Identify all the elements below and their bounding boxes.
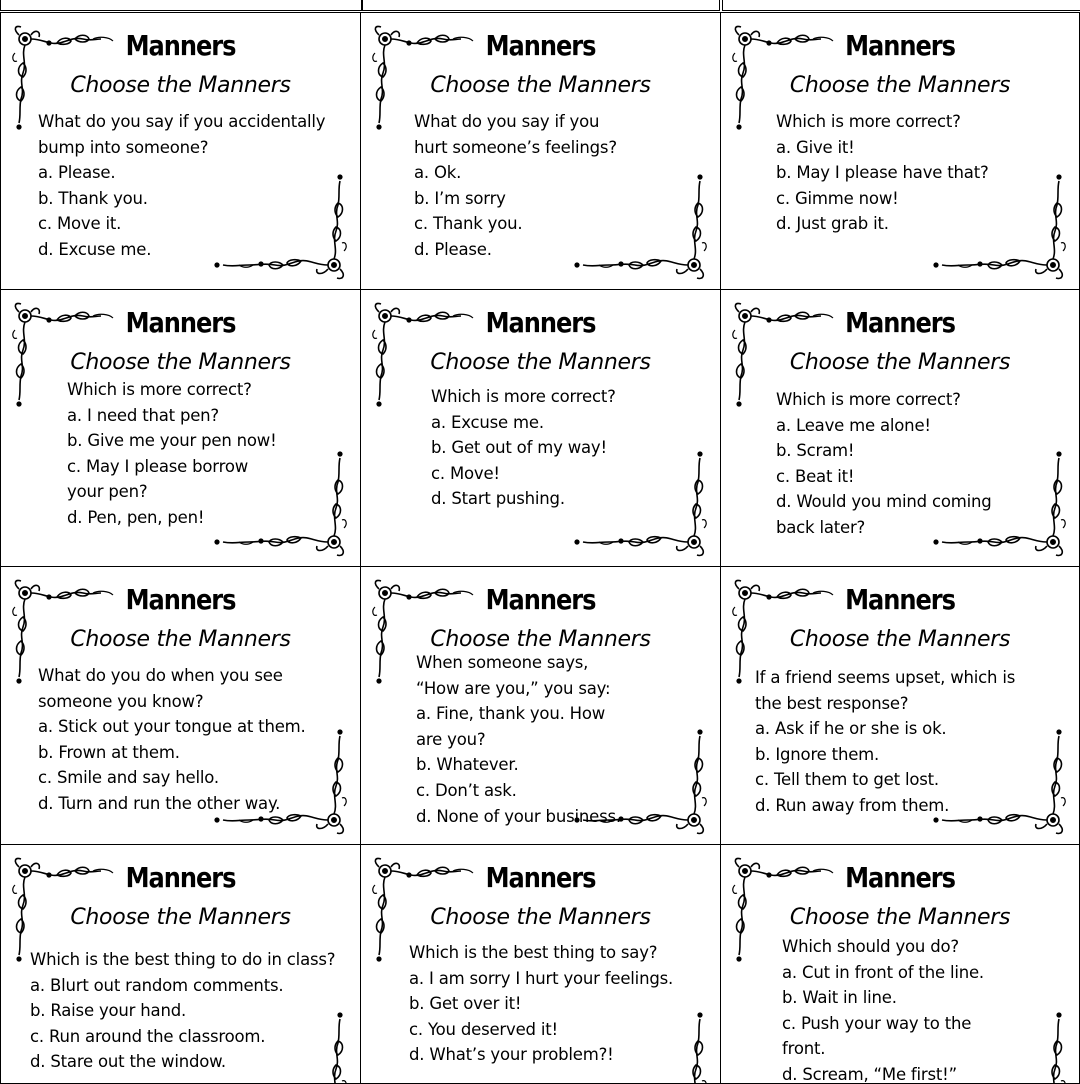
- option-line: c. Don’t ask.: [416, 780, 517, 800]
- option-line: b. Thank you.: [38, 188, 148, 208]
- card-subtitle: Choose the Manners: [789, 627, 1011, 652]
- option-line: a. Ok.: [414, 163, 462, 183]
- option-line: b. Whatever.: [416, 755, 519, 775]
- option-line: c. Run around the classroom.: [30, 1026, 266, 1046]
- option-line: c. Tell them to get lost.: [755, 770, 939, 790]
- option-line: a. Cut in front of the line.: [782, 962, 984, 982]
- card-subtitle: Choose the Manners: [430, 350, 651, 375]
- manners-card-6: [720, 289, 1080, 567]
- card-subtitle: Choose the Manners: [430, 73, 651, 98]
- manners-card-5: [360, 289, 721, 567]
- option-line: b. Ignore them.: [755, 744, 880, 764]
- option-line: c. Smile and say hello.: [38, 768, 219, 788]
- top-strip-segment: [362, 0, 720, 11]
- card-title: Manners: [485, 306, 596, 339]
- card-body: [782, 934, 984, 1084]
- option-line: a. I need that pen?: [67, 405, 219, 425]
- option-line: b. Frown at them.: [38, 742, 180, 762]
- card-subtitle: Choose the Manners: [70, 73, 291, 98]
- option-line: d. Stare out the window.: [30, 1052, 226, 1072]
- option-line: c. Thank you.: [414, 214, 523, 234]
- question-line: someone you know?: [38, 691, 204, 711]
- card-title: Manners: [485, 583, 596, 616]
- option-line: d. Would you mind coming: [776, 492, 992, 512]
- card-subtitle: Choose the Manners: [70, 350, 291, 375]
- question-line: Which is more correct?: [776, 112, 961, 131]
- option-line: a. Fine, thank you. How: [416, 704, 606, 724]
- option-line: d. Start pushing.: [431, 489, 565, 509]
- option-line: a. I am sorry I hurt your feelings.: [409, 968, 674, 988]
- card-title: Manners: [845, 583, 955, 616]
- card-title: Manners: [485, 861, 596, 894]
- card-title: Manners: [845, 29, 955, 62]
- option-line: b. May I please have that?: [776, 163, 989, 183]
- option-line: c. May I please borrow: [67, 456, 249, 476]
- manners-card-11: [360, 844, 721, 1084]
- option-line: c. Push your way to the: [782, 1013, 972, 1033]
- option-line: a. Give it!: [776, 137, 855, 157]
- card-body: [414, 109, 617, 263]
- option-line: back later?: [776, 517, 866, 537]
- option-line: c. You deserved it!: [409, 1019, 558, 1039]
- question-line: What do you say if you accidentally: [38, 112, 326, 131]
- option-line: b. I’m sorry: [414, 188, 506, 208]
- option-line: d. Turn and run the other way.: [38, 793, 281, 813]
- option-line: front.: [782, 1039, 826, 1059]
- manners-card-3: [720, 12, 1080, 290]
- card-body: [30, 947, 335, 1075]
- question-line: Which is more correct?: [431, 387, 616, 406]
- card-body: [776, 387, 992, 541]
- option-line: c. Beat it!: [776, 466, 855, 486]
- card-body: [38, 663, 306, 817]
- option-line: a. Excuse me.: [431, 412, 544, 432]
- card-title: Manners: [125, 583, 236, 616]
- top-strip: [0, 0, 1080, 12]
- card-body: [67, 377, 277, 531]
- option-line: a. Leave me alone!: [776, 415, 931, 435]
- question-line: Which is more correct?: [776, 390, 961, 409]
- card-subtitle: Choose the Manners: [789, 905, 1011, 930]
- card-subtitle: Choose the Manners: [789, 73, 1011, 98]
- option-line: d. Pen, pen, pen!: [67, 507, 205, 527]
- option-line: d. Just grab it.: [776, 214, 889, 234]
- card-subtitle: Choose the Manners: [430, 905, 651, 930]
- manners-card-1: [0, 12, 361, 290]
- option-line: d. Scream, “Me first!”: [782, 1064, 957, 1084]
- manners-card-7: [0, 566, 361, 845]
- card-title: Manners: [485, 29, 596, 62]
- option-line: your pen?: [67, 482, 148, 502]
- option-line: c. Move it.: [38, 214, 122, 234]
- option-line: c. Move!: [431, 463, 500, 483]
- card-body: [409, 940, 673, 1068]
- option-line: b. Get out of my way!: [431, 438, 607, 458]
- top-strip-segment: [722, 0, 1080, 11]
- question-line: hurt someone’s feelings?: [414, 137, 617, 157]
- question-line: bump into someone?: [38, 137, 209, 157]
- card-body: [776, 109, 989, 237]
- question-line: Which should you do?: [782, 937, 959, 956]
- question-line: What do you say if you: [414, 112, 600, 131]
- manners-card-4: [0, 289, 361, 567]
- manners-card-10: [0, 844, 361, 1084]
- option-line: a. Ask if he or she is ok.: [755, 719, 947, 739]
- option-line: b. Wait in line.: [782, 988, 897, 1008]
- option-line: b. Give me your pen now!: [67, 431, 277, 451]
- question-line: Which is more correct?: [67, 380, 252, 399]
- option-line: b. Scram!: [776, 441, 855, 461]
- question-line: If a friend seems upset, which is: [755, 668, 1016, 687]
- manners-card-2: [360, 12, 721, 290]
- card-subtitle: Choose the Manners: [70, 627, 291, 652]
- option-line: b. Raise your hand.: [30, 1001, 187, 1021]
- option-line: c. Gimme now!: [776, 188, 899, 208]
- question-line: Which is the best thing to do in class?: [30, 950, 336, 969]
- option-line: are you?: [416, 729, 486, 749]
- option-line: d. What’s your problem?!: [409, 1045, 614, 1065]
- card-title: Manners: [125, 29, 236, 62]
- option-line: d. Excuse me.: [38, 239, 152, 259]
- option-line: b. Get over it!: [409, 994, 522, 1014]
- option-line: a. Please.: [38, 163, 116, 183]
- card-title: Manners: [845, 306, 955, 339]
- question-line: “How are you,” you say:: [416, 678, 611, 698]
- card-body: [416, 650, 621, 829]
- option-line: a. Blurt out random comments.: [30, 975, 284, 995]
- card-subtitle: Choose the Manners: [70, 905, 291, 930]
- manners-card-12: [720, 844, 1080, 1084]
- card-title: Manners: [125, 861, 236, 894]
- option-line: d. Run away from them.: [755, 795, 950, 815]
- question-line: Which is the best thing to say?: [409, 943, 658, 962]
- question-line: the best response?: [755, 693, 909, 713]
- manners-card-9: [720, 566, 1080, 845]
- question-line: When someone says,: [416, 653, 589, 672]
- card-title: Manners: [845, 861, 955, 894]
- card-subtitle: Choose the Manners: [789, 350, 1011, 375]
- card-body: [38, 109, 325, 263]
- option-line: d. None of your business.: [416, 806, 621, 826]
- card-body: [755, 665, 1015, 819]
- option-line: a. Stick out your tongue at them.: [38, 717, 306, 737]
- question-line: What do you do when you see: [38, 666, 283, 685]
- card-subtitle: Choose the Manners: [430, 627, 651, 652]
- option-line: d. Please.: [414, 239, 492, 259]
- top-strip-segment: [0, 0, 362, 11]
- manners-card-8: [360, 566, 721, 845]
- card-body: [431, 384, 616, 512]
- card-title: Manners: [125, 306, 236, 339]
